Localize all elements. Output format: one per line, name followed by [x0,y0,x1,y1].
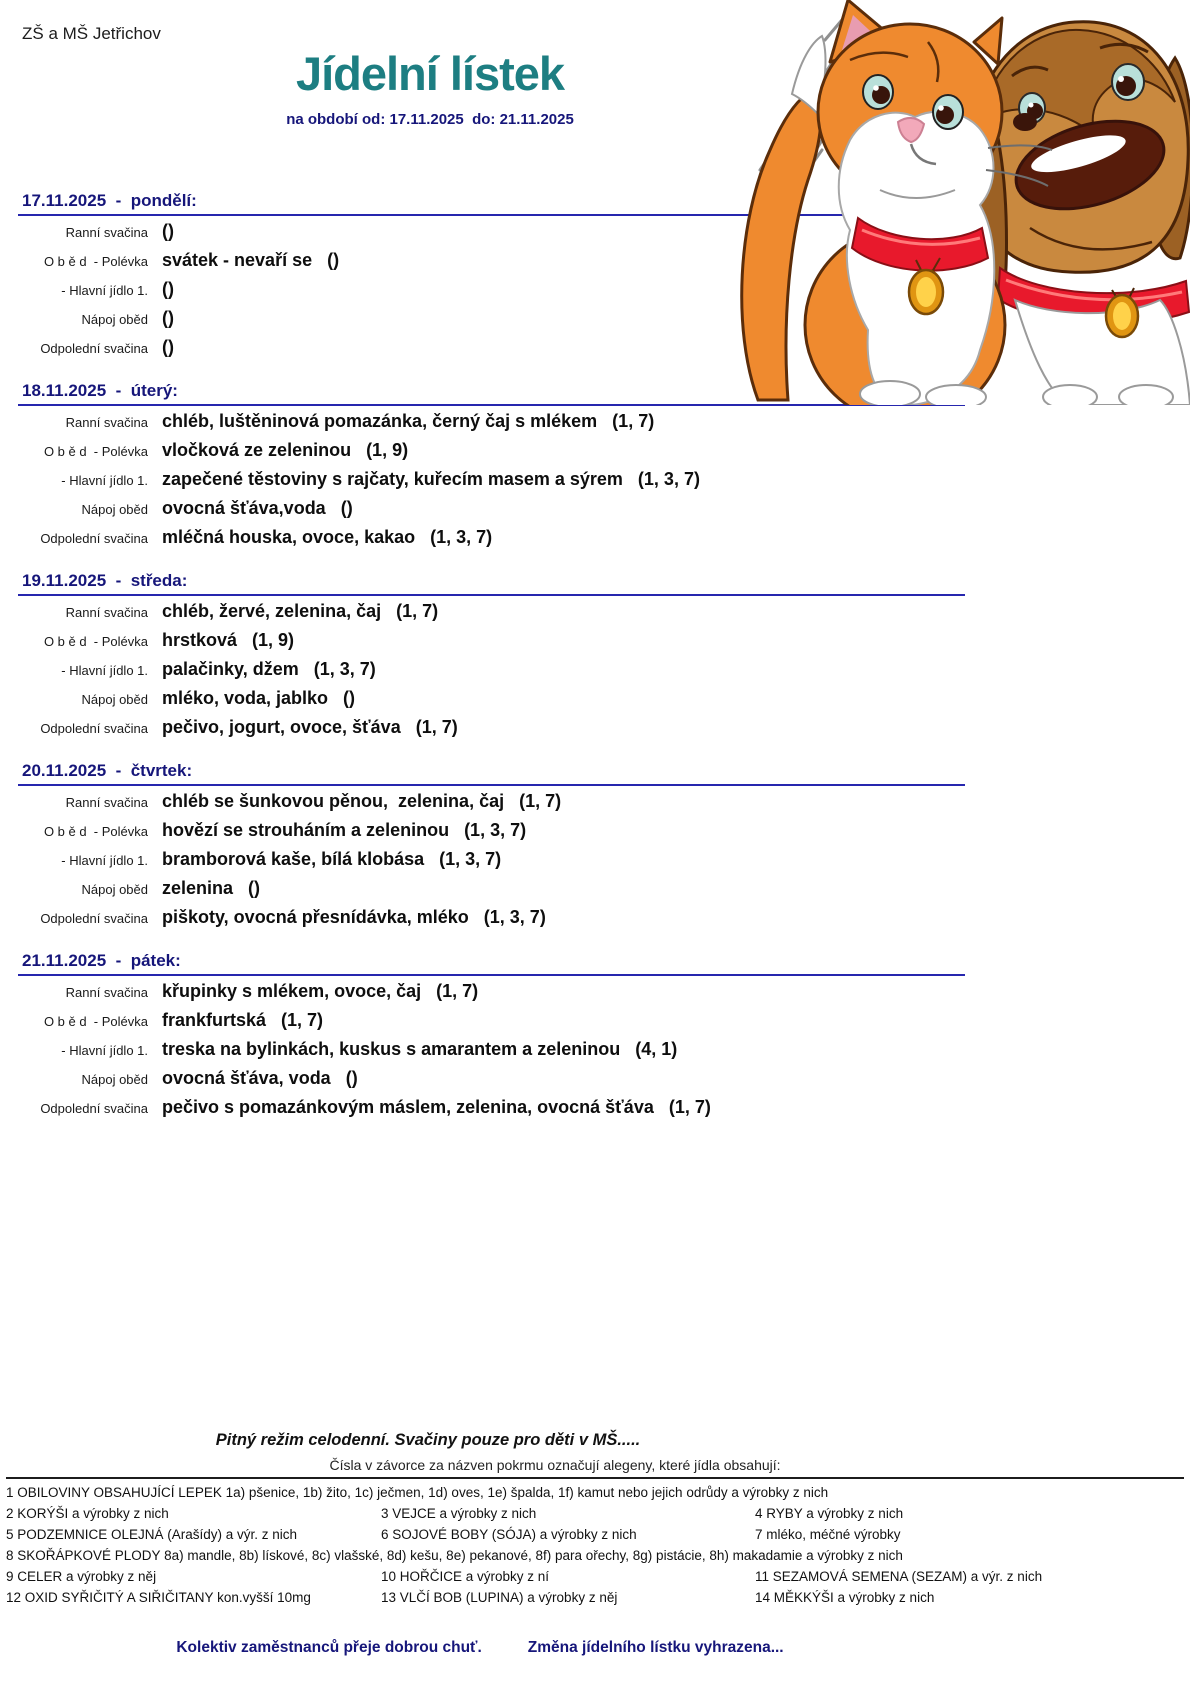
meal-value: pečivo s pomazánkovým máslem, zelenina, ovocná šťáva (1, 7) [162,1097,711,1117]
allergen-item: 5 PODZEMNICE OLEJNÁ (Arašídy) a výr. z nich [6,1527,298,1542]
day-underline [18,784,965,786]
meal-label: Nápoj oběd [81,692,148,707]
allergen-item: 3 VEJCE a výrobky z nich [381,1506,537,1521]
meal-label: - Hlavní jídlo 1. [61,853,148,868]
allergen-table [6,1477,1184,1608]
meal-value: křupinky s mlékem, ovoce, čaj (1, 7) [162,981,479,1001]
meal-label: Odpolední svačina [40,721,148,736]
day-underline [18,214,965,216]
meal-row [22,878,1172,907]
meal-row [22,717,1172,746]
meal-label: Nápoj oběd [81,1072,148,1087]
meal-label: Ranní svačina [65,985,148,1000]
meal-row [22,981,1172,1010]
meal-value: () [162,308,174,328]
page-title: Jídelní lístek [295,47,565,100]
allergen-row [6,1503,1184,1524]
meal-row [22,498,1172,527]
meal-value: chléb, žervé, zelenina, čaj (1, 7) [162,601,439,621]
meal-value: ovocná šťáva, voda () [162,1068,358,1088]
meal-value: frankfurtská (1, 7) [162,1010,324,1030]
allergen-row [6,1566,1184,1587]
meal-label: O b ě d - Polévka [43,824,148,839]
day-block-monday [22,190,1172,366]
day-underline [18,404,965,406]
allergen-item: 10 HOŘČICE a výrobky z ní [381,1569,550,1584]
meal-row [22,601,1172,630]
meal-label: Ranní svačina [65,415,148,430]
allergen-item: 1 OBILOVINY OBSAHUJÍCÍ LEPEK 1a) pšenice, 1b) žito, 1c) ječmen, 1d) oves, 1e) špalda, 1f) kamut nebo jejich odrůdy a výrobky z nich [6,1485,829,1500]
day-date: 17.11.2025 - pondělí: [22,191,197,210]
meal-label: O b ě d - Polévka [43,444,148,459]
allergen-row [6,1482,1184,1503]
meal-label: Nápoj oběd [81,882,148,897]
meal-row [22,527,1172,556]
day-block-tuesday [22,380,1172,556]
meal-row [22,1010,1172,1039]
meal-value: mléčná houska, ovoce, kakao (1, 3, 7) [162,527,493,547]
meal-row [22,440,1172,469]
meal-row [22,659,1172,688]
meal-label: Odpolední svačina [40,341,148,356]
day-underline [18,974,965,976]
meal-label: - Hlavní jídlo 1. [61,473,148,488]
meal-label: Odpolední svačina [40,531,148,546]
allergen-item: 14 MĚKKÝŠI a výrobky z nich [755,1590,935,1605]
menu-days [22,190,1172,1140]
meal-value: svátek - nevaří se () [162,250,340,270]
meal-row [22,630,1172,659]
meal-label: Ranní svačina [65,605,148,620]
allergen-item: 6 SOJOVÉ BOBY (SÓJA) a výrobky z nich [381,1527,637,1542]
meal-row [22,250,1172,279]
bon-appetit-text: Kolektiv zaměstnanců přeje dobrou chuť. [176,1639,482,1656]
day-block-thursday [22,760,1172,936]
meal-value: () [162,279,174,299]
meal-row [22,1097,1172,1126]
meal-row [22,688,1172,717]
meal-label: Odpolední svačina [40,911,148,926]
meal-label: - Hlavní jídlo 1. [61,663,148,678]
meal-value: chléb, luštěninová pomazánka, černý čaj s mlékem (1, 7) [162,411,655,431]
day-date: 21.11.2025 - pátek: [22,951,181,970]
meal-label: Ranní svačina [65,225,148,240]
meal-row [22,1068,1172,1097]
meal-value: mléko, voda, jablko () [162,688,356,708]
meal-row [22,907,1172,936]
meal-label: O b ě d - Polévka [43,634,148,649]
allergen-item: 13 VLČÍ BOB (LUPINA) a výrobky z něj [381,1590,618,1605]
allergen-item: 4 RYBY a výrobky z nich [755,1506,904,1521]
allergen-row [6,1545,1184,1566]
day-date: 18.11.2025 - úterý: [22,381,178,400]
meal-value: bramborová kaše, bílá klobása (1, 3, 7) [162,849,502,869]
meal-label: - Hlavní jídlo 1. [61,1043,148,1058]
day-underline [18,594,965,596]
meal-row [22,308,1172,337]
allergen-item: 2 KORÝŠI a výrobky z nich [6,1506,169,1521]
footer-line [0,1639,960,1657]
meal-value: treska na bylinkách, kuskus s amarantem a zeleninou (4, 1) [162,1039,678,1059]
meal-row [22,469,1172,498]
allergen-item: 8 SKOŘÁPKOVÉ PLODY 8a) mandle, 8b) lískové, 8c) vlašské, 8d) kešu, 8e) pekanové, 8f) para ořechy, 8g) pistácie, 8h) makadamie a výrobky z nich [6,1548,903,1563]
meal-label: O b ě d - Polévka [43,254,148,269]
meal-row [22,221,1172,250]
meal-value: palačinky, džem (1, 3, 7) [162,659,376,679]
meal-value: zelenina () [162,878,261,898]
day-block-friday [22,950,1172,1126]
school-name: ZŠ a MŠ Jetřichov [22,24,161,43]
meal-value: hrstková (1, 9) [162,630,295,650]
meal-label: Nápoj oběd [81,502,148,517]
meal-value: piškoty, ovocná přesnídávka, mléko (1, 3, 7) [162,907,546,927]
meal-value: () [162,221,174,241]
meal-row [22,279,1172,308]
meal-row [22,849,1172,878]
allergen-row [6,1587,1184,1608]
allergen-item: 12 OXID SYŘIČITÝ A SIŘIČITANY kon.vyšší 10mg [6,1590,311,1605]
meal-value: () [162,337,174,357]
meal-value: vločková ze zeleninou (1, 9) [162,440,409,460]
meal-value: ovocná šťáva,voda () [162,498,353,518]
allergen-row [6,1524,1184,1545]
meal-value: zapečené těstoviny s rajčaty, kuřecím masem a sýrem (1, 3, 7) [162,469,700,489]
meal-label: Odpolední svačina [40,1101,148,1116]
meal-row [22,1039,1172,1068]
meal-value: chléb se šunkovou pěnou, zelenina, čaj (1, 7) [162,791,562,811]
change-notice-text: Změna jídelního lístku vyhrazena... [527,1639,784,1656]
menu-period: na období od: 17.11.2025 do: 21.11.2025 [286,111,574,128]
meal-row [22,337,1172,366]
meal-row [22,820,1172,849]
day-date: 20.11.2025 - čtvrtek: [22,761,193,780]
allergen-item: 7 mléko, méčné výrobky [755,1527,901,1542]
day-date: 19.11.2025 - středa: [22,571,188,590]
meal-label: Nápoj oběd [81,312,148,327]
day-block-wednesday [22,570,1172,746]
meal-value: pečivo, jogurt, ovoce, šťáva (1, 7) [162,717,458,737]
meal-row [22,791,1172,820]
meal-value: hovězí se strouháním a zeleninou (1, 3, 7) [162,820,527,840]
meal-row [22,411,1172,440]
allergen-intro: Čísla v závorce za názven pokrmu označují alegeny, které jídla obsahují: [329,1457,781,1473]
drinking-note: Pitný režim celodenní. Svačiny pouze pro děti v MŠ..... [215,1431,641,1449]
allergen-item: 11 SEZAMOVÁ SEMENA (SEZAM) a výr. z nich [755,1569,1043,1584]
meal-label: Ranní svačina [65,795,148,810]
meal-label: O b ě d - Polévka [43,1014,148,1029]
allergen-item: 9 CELER a výrobky z něj [6,1569,157,1584]
meal-label: - Hlavní jídlo 1. [61,283,148,298]
